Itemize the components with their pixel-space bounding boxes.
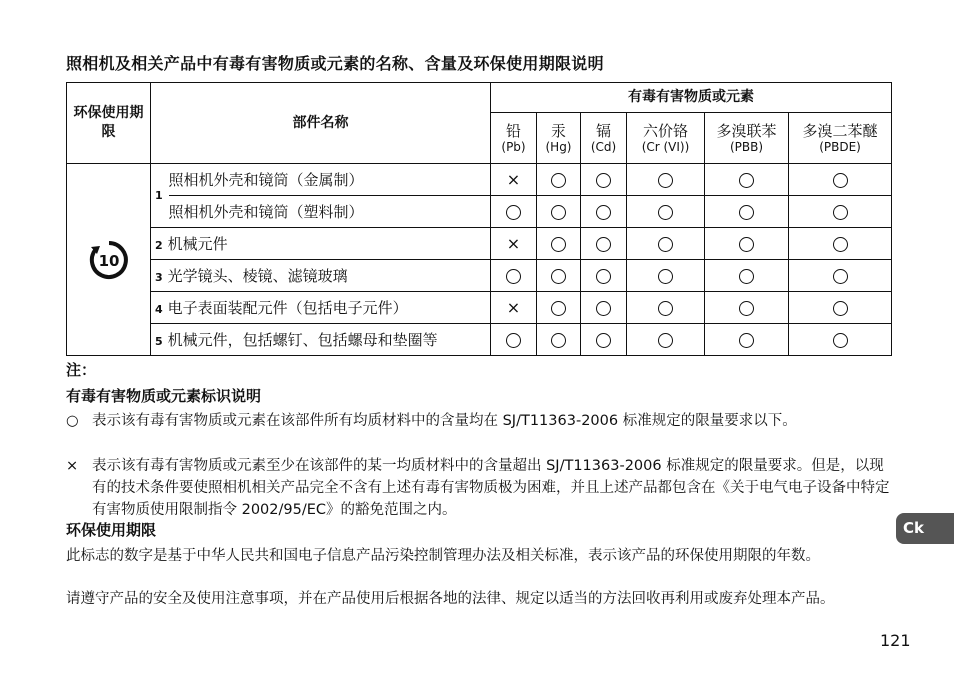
- mark-cell: [491, 260, 537, 292]
- part-name: 3 光学镜头、棱镜、滤镜玻璃: [151, 260, 491, 292]
- mark-cell: [705, 228, 789, 260]
- table-row: [67, 324, 892, 356]
- marks-heading: 有毒有害物质或元素标识说明: [66, 387, 262, 405]
- mark-cell: [705, 196, 789, 228]
- part-name: 4 电子表面装配元件（包括电子元件）: [151, 292, 491, 324]
- mark-cell: [705, 324, 789, 356]
- mark-cell: [789, 164, 892, 196]
- mark-cell: [581, 196, 627, 228]
- mark-cell: [789, 324, 892, 356]
- substance-cadmium: 镉 (Cd): [581, 113, 627, 164]
- mark-cell: [581, 324, 627, 356]
- substance-mercury: 汞 (Hg): [537, 113, 581, 164]
- mark-cell: ×: [491, 292, 537, 324]
- mark-cell: [705, 164, 789, 196]
- circle-description: 表示该有毒有害物质或元素在该部件所有均质材料中的含量均在 SJ/T11363-2006 标准规定的限量要求以下。: [92, 413, 797, 429]
- mark-cell: [789, 260, 892, 292]
- mark-cell: [581, 228, 627, 260]
- mark-cell: [789, 292, 892, 324]
- row-number: 1: [151, 164, 169, 228]
- mark-cell: [537, 196, 581, 228]
- part-name: 5 机械元件，包括螺钉、包括螺母和垫圈等: [151, 324, 491, 356]
- disposal-paragraph: 请遵守产品的安全及使用注意事项，并在产品使用后根据各地的法律、规定以适当的方法回收再利用或废弃处理本产品。: [66, 591, 835, 607]
- eco-period-logo-cell: [67, 164, 151, 356]
- period-heading: 环保使用期限: [66, 521, 157, 539]
- mark-cell: [627, 324, 705, 356]
- substance-pbde: 多溴二苯醚 (PBDE): [789, 113, 892, 164]
- mark-cell: [789, 228, 892, 260]
- cross-description: 表示该有毒有害物质或元素至少在该部件的某一均质材料中的含量超出 SJ/T11363-2006 标准规定的限量要求。但是，以现有的技术条件要使照相机相关产品完全不含有上述有毒有害物质极为困难，并且上述产品都包含在《关于电气电子设备中特定有害物质使用限制指令 2002/95/EC》的豁免范围之内。: [92, 458, 890, 518]
- table-row: [67, 292, 892, 324]
- table-row: [67, 164, 892, 196]
- table-row: [67, 228, 892, 260]
- mark-cell: [627, 196, 705, 228]
- mark-cell: [537, 292, 581, 324]
- substance-chromium: 六价铬 (Cr (VI)): [627, 113, 705, 164]
- part-name: 照相机外壳和镜筒（金属制）: [169, 164, 491, 196]
- mark-cell: [491, 196, 537, 228]
- mark-cell: [537, 164, 581, 196]
- mark-cell: [537, 228, 581, 260]
- page-title: 照相机及相关产品中有毒有害物质或元素的名称、含量及环保使用期限说明: [66, 54, 604, 73]
- mark-cell: ×: [491, 228, 537, 260]
- table-row: [67, 260, 892, 292]
- part-name: 2 机械元件: [151, 228, 491, 260]
- substance-header: 有毒有害物质或元素: [491, 83, 892, 113]
- mark-cell: [581, 164, 627, 196]
- mark-cell: [705, 260, 789, 292]
- mark-cell: [537, 324, 581, 356]
- substance-lead: 铅 (Pb): [491, 113, 537, 164]
- part-header: 部件名称: [151, 83, 491, 164]
- period-header: 环保使用期限: [67, 83, 151, 164]
- mark-cell: [627, 260, 705, 292]
- mark-cell: [705, 292, 789, 324]
- mark-cell: [627, 292, 705, 324]
- table-row: [67, 196, 892, 228]
- legend-cross-item: [66, 455, 892, 521]
- substance-pbb: 多溴联苯 (PBB): [705, 113, 789, 164]
- page-number: 121: [880, 631, 911, 650]
- mark-cell: ×: [491, 164, 537, 196]
- mark-cell: [491, 324, 537, 356]
- period-paragraph: 此标志的数字是基于中华人民共和国电子信息产品污染控制管理办法及相关标准，表示该产品的环保使用期限的年数。: [66, 548, 820, 564]
- circle-symbol: ○: [66, 413, 79, 429]
- part-name: 照相机外壳和镜筒（塑料制）: [169, 196, 491, 228]
- eco-period-number: 10: [98, 251, 119, 270]
- mark-cell: [581, 260, 627, 292]
- mark-cell: [627, 228, 705, 260]
- cross-symbol: ×: [66, 458, 79, 474]
- note-heading: 注：: [66, 361, 97, 379]
- mark-cell: [789, 196, 892, 228]
- legend-circle-item: [66, 410, 892, 432]
- hazardous-substance-table: [66, 82, 892, 356]
- mark-cell: [627, 164, 705, 196]
- language-tab: Ck: [896, 513, 954, 544]
- eco-period-logo-icon: [89, 240, 129, 280]
- mark-cell: [537, 260, 581, 292]
- mark-cell: [581, 292, 627, 324]
